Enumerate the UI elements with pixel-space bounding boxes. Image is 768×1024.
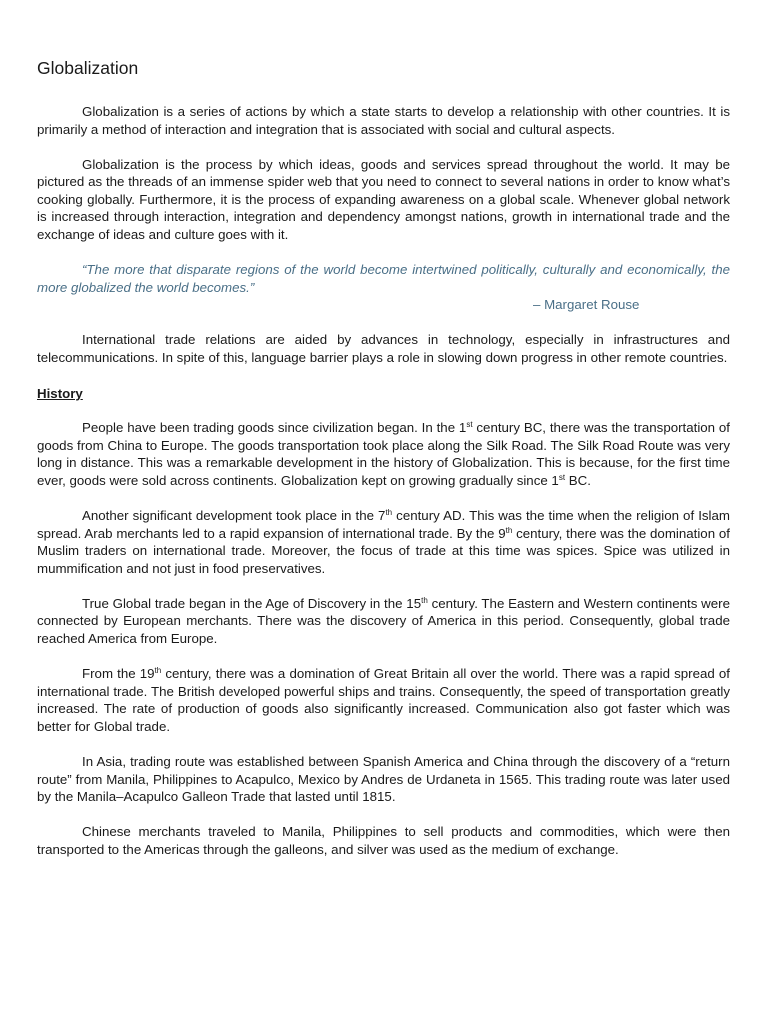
history-p2-sup-1: th [385,508,393,517]
intro-paragraph-2: Globalization is the process by which ideas, goods and services spread throughout the world. It may be pictured as the threads of an immense spider web that you need to connect to several nations in order to know what’s cooking globally. Furthermore, it is the process of expanding awareness on a global scale. Whenever global network is increased through interaction, integration and dependency amongst nations, growth in international trade and the exchange of ideas and culture goes with it. [37,156,730,243]
history-p2-text-b: century AD. This was the time when the religion of Islam spread. Arab merchants led to a rapid expansion of international trade. By the 9 [37,508,730,541]
history-p3-text-a: True Global trade began in the Age of Discovery in the 15 [82,595,422,611]
history-p1-sup-2: st [558,472,566,482]
history-p3-sup-1: th [421,595,428,605]
post-quote-paragraph: International trade relations are aided by advances in technology, especially in infrastructures and telecommunications. In spite of this, language barrier plays a role in slowing down progress in other remote countries. [37,332,730,366]
history-paragraph-1 [37,419,730,489]
document-page [37,54,730,876]
history-p1-text-a: People have been trading goods since civilization began. In the 1 [82,420,467,436]
history-paragraph-2 [37,507,730,577]
history-paragraph-6: Chinese merchants traveled to Manila, Philippines to sell products and commodities, which were then transported to the Americas through the galleons, and silver was used as the medium of exchange. [37,824,730,857]
history-heading: History [37,386,83,402]
document-title: Globalization [37,58,139,78]
history-p1-sup-1: st [466,420,473,430]
history-paragraph-4 [37,665,730,735]
quote-text: “The more that disparate regions of the world become intertwined politically, culturally and economically, the more globalized the world becomes.” [37,262,730,295]
history-p3-text-b: century. The Eastern and Western continents were connected by European merchants. There was the discovery of America in this period. Consequently, global trade reached America from Europe. [37,595,731,647]
history-p1-text-c: BC. [565,472,591,488]
history-p1-text-b: century BC, there was the transportation of goods from China to Europe. The goods transportation took place along the Silk Road. The Silk Road Route was very long in distance. This was a remarkable development in the history of Globalization. This is because, for the first time ever, goods were sold across continents. Globalization kept on growing gradually since 1 [37,420,731,488]
history-p2-text-a: Another significant development took place in the 7 [82,508,386,523]
quote-author: – Margaret Rouse [533,297,640,313]
history-p2-sup-2: th [505,525,513,535]
history-p2-text-c: century, there was the domination of Muslim traders on international trade. Moreover, the focus of trade at this time was spices. Spice was utilized in mummification and not just in food preservatives. [37,525,730,576]
history-p4-text-b: century, there was a domination of Great Britain all over the world. There was a rapid spread of international trade. The British developed powerful ships and trains. Consequently, the speed of transportation greatly increased. The rate of production of goods also significantly increased. Communication also got faster which was better for Global trade. [37,666,730,734]
history-p4-sup-1: th [154,666,162,676]
history-paragraph-5: In Asia, trading route was established between Spanish America and China through the discovery of a “return route” from Manila, Philippines to Acapulco, Mexico by Andres de Urdaneta in 1565. This trading route was later used by the Manila–Acapulco Galleon Trade that lasted until 1815. [37,754,730,805]
history-p4-text-a: From the 19 [82,666,155,682]
history-paragraph-3 [37,595,730,648]
intro-paragraph-1: Globalization is a series of actions by which a state starts to develop a relationship with other countries. It is primarily a method of interaction and integration that is associated with social and cultural aspects. [37,104,730,137]
